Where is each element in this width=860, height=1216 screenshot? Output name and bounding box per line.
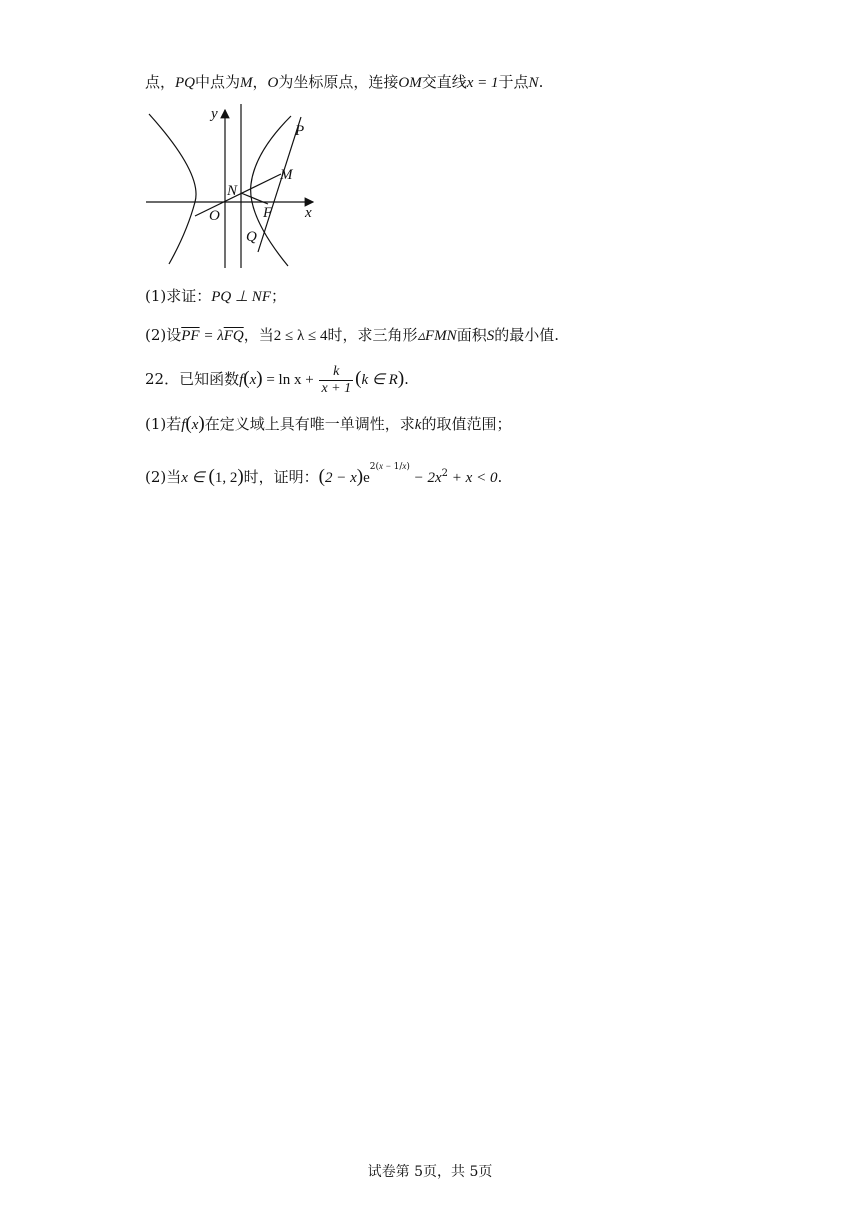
text-segment: = ln x +: [262, 372, 318, 388]
var-x-in: x ∈: [181, 470, 209, 486]
part-label: (1)求证：: [145, 287, 212, 305]
expr-minus-2x: − 2x: [409, 470, 442, 486]
var-s: S: [486, 328, 495, 344]
label-m: M: [280, 167, 293, 183]
fraction-k-over-x-plus-1: [319, 364, 353, 397]
question-22-part-2: (2)当x ∈ (1, 2)时，证明：$(2 - x)e^{2(x - 1/x)} - 2x^2 + x < 0$.: [145, 461, 503, 487]
vector-fq: $\overline{FQ}$: [223, 328, 244, 344]
text-segment: 面积: [456, 326, 487, 344]
text-segment: 于点: [498, 73, 529, 91]
intro-line: [145, 72, 543, 93]
text-segment: ，当: [243, 326, 274, 344]
question-number: 22．已知函数: [145, 370, 240, 388]
label-q: Q: [246, 229, 257, 245]
question-22-part-1: (1)若f(x)在定义域上具有唯一单调性，求k的取值范围；: [145, 413, 512, 434]
triangle-fmn: ▵FMN: [417, 328, 457, 344]
label-y: y: [211, 106, 218, 122]
var-x: x: [249, 372, 257, 388]
text-segment: 的取值范围；: [421, 415, 512, 433]
part-label: (2)当: [145, 468, 182, 486]
text-segment: 时，证明：: [243, 468, 319, 486]
label-x: x: [305, 205, 312, 221]
part-label: (1)若: [145, 415, 182, 433]
exponent-coefficient: 2: [369, 462, 376, 472]
question-21-part-2: [145, 325, 559, 346]
text-segment: 时，求三角形: [327, 326, 418, 344]
text-segment: 为坐标原点，连接: [278, 73, 399, 91]
text-segment: 点，: [145, 73, 176, 91]
euler-e: e: [363, 470, 370, 486]
domain-k: k ∈ R: [361, 372, 398, 388]
hyperbola-left-branch: [149, 114, 196, 264]
var-om: OM: [398, 75, 422, 91]
label-p: P: [295, 123, 305, 139]
vector-pf: $\overline{PF}$: [181, 328, 200, 344]
label-f: F: [263, 205, 273, 221]
part-label: (2)设: [145, 326, 182, 344]
exponent-frac-num: 1: [393, 462, 400, 472]
var-k: k: [414, 417, 422, 433]
exponent: 2(x − 1/x): [369, 461, 410, 472]
text-segment: ；: [270, 287, 286, 305]
text-segment: 在定义域上具有唯一单调性，求: [204, 415, 415, 433]
expr-2-minus-x: 2 − x: [324, 470, 357, 486]
func-f: f: [181, 417, 186, 433]
label-n: N: [227, 183, 238, 199]
text-segment: .: [538, 73, 544, 91]
square-exponent: 2: [441, 468, 449, 479]
page-footer: 试卷第 5页，共 5页: [367, 1164, 493, 1180]
var-o: O: [267, 75, 279, 91]
interval-1-2: 1, 2: [214, 470, 238, 486]
question-21-part-1: [145, 286, 286, 307]
var-pq: PQ: [175, 75, 196, 91]
perpendicular-expression: PQ ⊥ NF: [211, 289, 271, 305]
text-segment: 交直线: [421, 73, 467, 91]
question-22-stem: 22．已知函数f(x) = ln x + $\frac{k}{x + 1}$ (k ∈ R).: [145, 363, 409, 396]
exponent-frac-den: x: [402, 461, 407, 471]
var-m: M: [240, 75, 253, 91]
text-segment: 中点为: [195, 73, 241, 91]
lambda-condition: 2 ≤ λ ≤ 4: [273, 328, 328, 344]
hyperbola-figure: [143, 104, 323, 270]
var-x: x: [191, 417, 199, 433]
equation-x-eq-1: x = 1: [466, 75, 499, 91]
label-o: O: [209, 208, 220, 224]
var-n: N: [528, 75, 539, 91]
exponent-inner: x −: [379, 461, 394, 471]
expr-tail: + x < 0: [448, 470, 498, 486]
hyperbola-diagram: [143, 104, 323, 270]
fraction-numerator: k: [319, 364, 353, 381]
func-f: f: [239, 372, 244, 388]
text-segment: ，: [252, 73, 268, 91]
fraction-denominator: x + 1: [321, 380, 352, 396]
text-segment: = λ: [199, 328, 224, 344]
text-segment: 的最小值.: [494, 326, 559, 344]
text-segment: .: [497, 468, 503, 486]
text-segment: .: [404, 370, 409, 388]
